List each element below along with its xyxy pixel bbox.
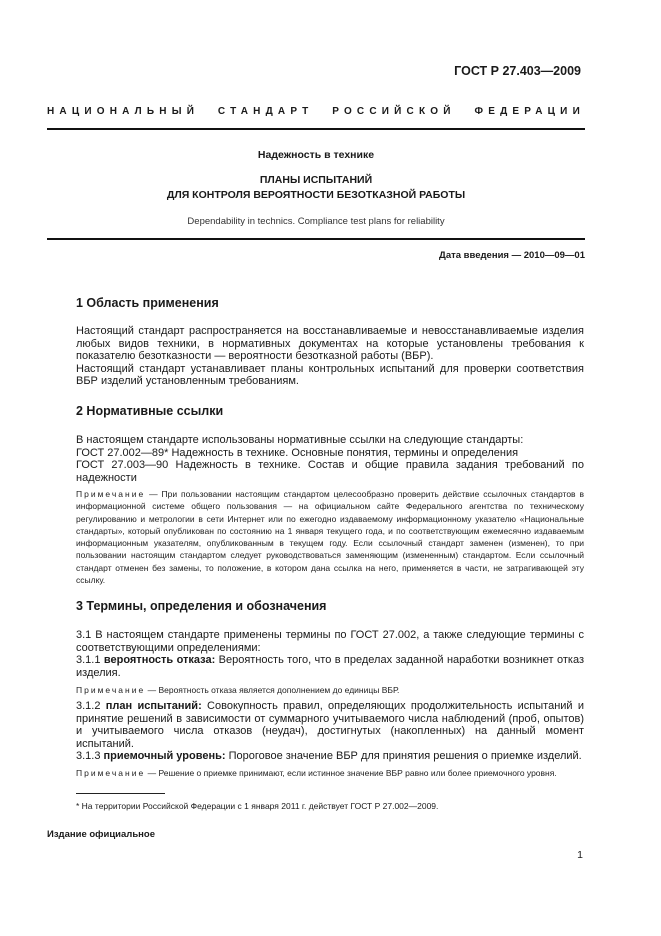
term-number: 3.1.2 — [76, 700, 101, 712]
paragraph-3-1: 3.1 В настоящем стандарте применены термины по ГОСТ 27.002, а также следующие термины с соответствующими определениями: — [76, 629, 584, 654]
section-2-heading: 2 Нормативные ссылки — [76, 404, 224, 418]
footnote: * На территории Российской Федерации с 1 января 2011 г. действует ГОСТ Р 27.002—2009. — [76, 801, 439, 811]
section-2-paragraph-1: В настоящем стандарте использованы нормативные ссылки на следующие стандарты: — [76, 434, 524, 446]
note-label: Примечание — [76, 768, 146, 778]
document-title-line2: ДЛЯ КОНТРОЛЯ ВЕРОЯТНОСТИ БЕЗОТКАЗНОЙ РАБОТЫ — [166, 189, 466, 201]
term-3-1-1 — [76, 654, 584, 679]
note-text: — При пользовании настоящим стандартом целесообразно проверить действие ссылочных стандартов в информационной системе общего пользования — на официальном сайте Федерального агентства по техническому регулированию и метрологии в сети Интернет или по ежегодно издаваемому информационному указателю «Национальные стандарты», который опубликован по состоянию на 1 января текущего года, и по соответствующим ежемесячно издаваемым информационным указателям, опубликованным в текущем году. Если ссылочный стандарт заменен (изменен), то при пользовании настоящим стандартом следует руководствоваться заменяющим (измененным) стандартом. Если ссылочный стандарт отменен без замены, то положение, в котором дана ссылка на него, применяется в части, не затрагивающей эту ссылку. — [76, 489, 584, 586]
footnote-divider — [76, 793, 165, 794]
section-2-body — [76, 434, 584, 484]
section-1-body — [76, 325, 584, 388]
term-definition: Совокупность правил, определяющих продолжительность испытаний и принятие решений в зависимости от суммарного учитываемого числа наблюдений (проб, опытов) и учитываемого числа отказов (неудач), достигнутых (накопленных) на данный момент испытаний. — [76, 700, 584, 750]
section-1-paragraph-2: Настоящий стандарт устанавливает планы контрольных испытаний для проверки соответствия ВБР изделий установленным требованиям. — [76, 362, 584, 387]
term-3-1-2 — [76, 700, 584, 750]
national-word: РОССИЙСКОЙ — [332, 106, 456, 117]
national-standard-banner — [47, 106, 585, 117]
document-subtitle: Надежность в технике — [257, 149, 375, 161]
page-number: 1 — [577, 849, 583, 861]
term-name: приемочный уровень: — [103, 750, 226, 762]
section-1-heading: 1 Область применения — [76, 296, 219, 310]
section-3-heading: 3 Термины, определения и обозначения — [76, 599, 327, 613]
term-definition: Пороговое значение ВБР для принятия решения о приемке изделий. — [228, 750, 582, 762]
note-label: Примечание — [76, 685, 146, 695]
section-3-body-b — [76, 700, 584, 763]
english-title: Dependability in technics. Compliance test plans for reliability — [187, 216, 445, 227]
term-number: 3.1.1 — [76, 654, 101, 666]
introduction-date: Дата введения — 2010—09—01 — [439, 250, 585, 261]
reference-2: ГОСТ 27.003—90 Надежность в технике. Состав и общие правила задания требований по надежности — [76, 459, 584, 484]
title-divider — [47, 238, 585, 240]
national-word: СТАНДАРТ — [217, 106, 314, 117]
note-text: — Решение о приемке принимают, если истинное значение ВБР равно или более приемочного уровня. — [147, 768, 557, 778]
note-label: Примечание — [76, 489, 146, 499]
section-1-paragraph-1: Настоящий стандарт распространяется на восстанавливаемые и невосстанавливаемые изделия любых видов техники, в нормативных документах на которые установлены требования к показателю безотказности — вероятности безотказной работы (ВБР). — [76, 325, 584, 362]
reference-1: ГОСТ 27.002—89* Надежность в технике. Основные понятия, термины и определения — [76, 446, 519, 459]
term-3-1-3 — [76, 750, 584, 763]
document-number: ГОСТ Р 27.403—2009 — [454, 64, 581, 78]
term-definition: Вероятность того, что в пределах заданной наработки возникнет отказ изделия. — [76, 654, 584, 679]
term-3-1-1-note — [76, 684, 584, 696]
section-3-body-a — [76, 629, 584, 679]
top-divider — [47, 128, 585, 130]
official-edition-label: Издание официальное — [47, 829, 155, 840]
term-name: вероятность отказа: — [103, 654, 216, 666]
national-word: НАЦИОНАЛЬНЫЙ — [47, 106, 200, 117]
note-text: — Вероятность отказа является дополнением до единицы ВБР. — [147, 685, 400, 695]
document-title-line1: ПЛАНЫ ИСПЫТАНИЙ — [259, 174, 373, 186]
term-name: план испытаний: — [105, 700, 202, 712]
term-number: 3.1.3 — [76, 750, 101, 762]
section-2-note — [76, 488, 584, 586]
national-word: ФЕДЕРАЦИИ — [474, 106, 585, 117]
term-3-1-3-note — [76, 767, 584, 779]
